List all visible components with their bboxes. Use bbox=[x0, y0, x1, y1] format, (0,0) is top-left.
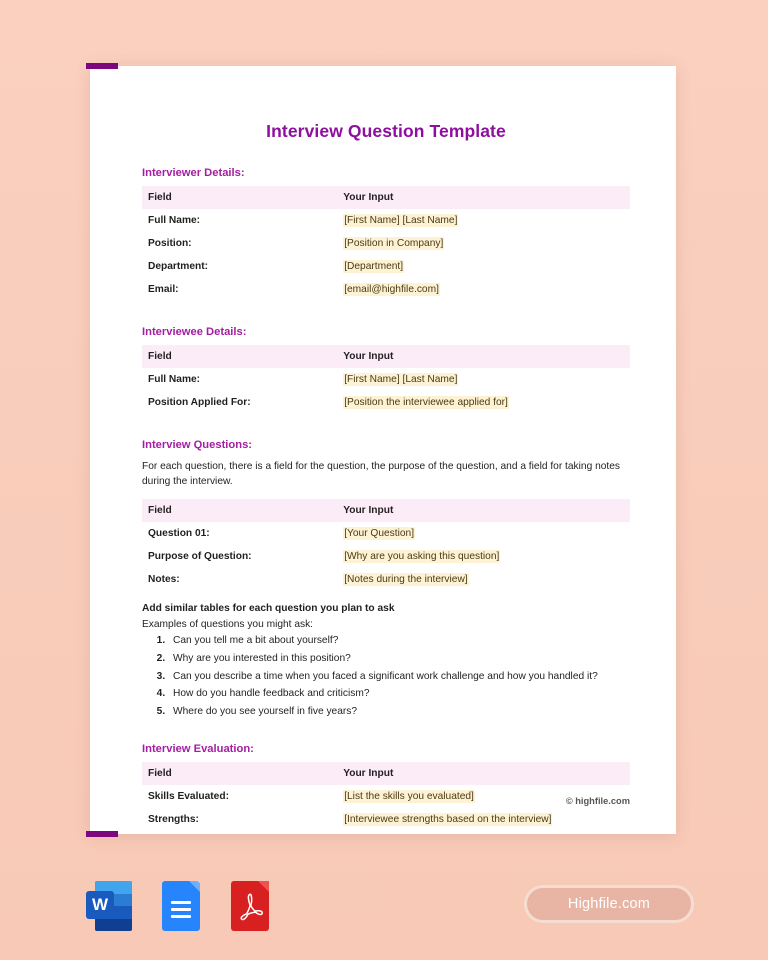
row-value[interactable] bbox=[337, 278, 630, 301]
row-label: Purpose of Question: bbox=[148, 550, 252, 562]
interview-evaluation-table bbox=[142, 762, 630, 831]
column-header-your-input: Your Input bbox=[337, 186, 630, 209]
column-header-your-input: Your Input bbox=[337, 762, 630, 785]
table-row bbox=[142, 391, 630, 414]
section-heading-interviewee: Interviewee Details: bbox=[142, 326, 247, 338]
add-tables-note: Add similar tables for each question you plan to ask bbox=[142, 602, 395, 614]
placeholder-text[interactable]: [Interviewee strengths based on the interview] bbox=[344, 814, 552, 826]
placeholder-text[interactable]: [Your Question] bbox=[344, 527, 415, 539]
section-heading-questions: Interview Questions: bbox=[142, 439, 253, 451]
placeholder-text[interactable]: [First Name] [Last Name] bbox=[344, 215, 458, 226]
google-docs-file-icon[interactable] bbox=[154, 878, 206, 934]
table-row bbox=[142, 209, 630, 232]
list-item: 3. Can you describe a time when you faced a significant work challenge and how you handled it? bbox=[168, 670, 630, 683]
placeholder-text[interactable]: [Why are you asking this question] bbox=[344, 550, 500, 562]
row-value[interactable] bbox=[337, 808, 630, 831]
placeholder-text[interactable]: [Position in Company] bbox=[344, 238, 444, 249]
interview-questions-table bbox=[142, 499, 630, 591]
example-questions-list bbox=[142, 634, 630, 718]
table-row bbox=[142, 368, 630, 391]
placeholder-text[interactable]: [Department] bbox=[344, 261, 404, 272]
column-header-field: Field bbox=[142, 186, 337, 209]
row-label: Position: bbox=[148, 238, 192, 249]
table-row bbox=[142, 785, 630, 808]
examples-label: Examples of questions you might ask: bbox=[142, 618, 314, 630]
table-header-row bbox=[142, 345, 630, 368]
pdf-file-icon[interactable] bbox=[223, 878, 275, 934]
questions-intro-text: For each question, there is a field for the question, the purpose of the question, and a field for taking notes during the interview. bbox=[142, 461, 620, 488]
row-label: Full Name: bbox=[148, 374, 201, 385]
list-item: 4. How do you handle feedback and criticism? bbox=[168, 687, 630, 700]
row-label: Skills Evaluated: bbox=[148, 791, 229, 803]
table-row bbox=[142, 568, 630, 591]
row-label: Full Name: bbox=[148, 215, 201, 226]
column-header-your-input: Your Input bbox=[337, 499, 630, 522]
list-item: 5. Where do you see yourself in five years? bbox=[168, 705, 630, 718]
row-value[interactable] bbox=[337, 391, 630, 414]
row-label: Email: bbox=[148, 284, 179, 295]
placeholder-text[interactable]: [List the skills you evaluated] bbox=[344, 791, 474, 803]
row-value[interactable] bbox=[337, 232, 630, 255]
column-header-field: Field bbox=[142, 499, 337, 522]
page-title: Interview Question Template bbox=[266, 121, 506, 141]
document-page bbox=[90, 66, 676, 834]
footer-credit: © highfile.com bbox=[565, 796, 630, 806]
table-row bbox=[142, 278, 630, 301]
row-label: Department: bbox=[148, 261, 209, 272]
file-format-icons bbox=[85, 878, 275, 934]
row-label: Strengths: bbox=[148, 814, 199, 826]
row-label: Question 01: bbox=[148, 527, 210, 539]
row-value[interactable] bbox=[337, 568, 630, 591]
table-row bbox=[142, 545, 630, 568]
table-row bbox=[142, 808, 630, 831]
list-item: 1. Can you tell me a bit about yourself? bbox=[168, 634, 630, 647]
interviewee-details-table bbox=[142, 345, 630, 414]
table-header-row bbox=[142, 186, 630, 209]
page-content bbox=[142, 66, 630, 834]
row-label: Position Applied For: bbox=[148, 397, 251, 408]
row-value[interactable] bbox=[337, 522, 630, 545]
section-heading-interviewer: Interviewer Details: bbox=[142, 167, 245, 179]
column-header-field: Field bbox=[142, 762, 337, 785]
placeholder-text[interactable]: [First Name] [Last Name] bbox=[344, 374, 458, 385]
bottom-bar bbox=[0, 866, 768, 960]
placeholder-text[interactable]: [email@highfile.com] bbox=[344, 284, 439, 295]
accent-bar-top-left bbox=[86, 63, 118, 69]
table-header-row bbox=[142, 499, 630, 522]
placeholder-text[interactable]: [Notes during the interview] bbox=[344, 573, 468, 585]
highfile-brand-pill[interactable]: Highfile.com bbox=[524, 885, 694, 923]
table-row bbox=[142, 255, 630, 278]
placeholder-text[interactable]: [Position the interviewee applied for] bbox=[344, 397, 508, 408]
word-file-icon[interactable] bbox=[85, 878, 137, 934]
section-heading-evaluation: Interview Evaluation: bbox=[142, 743, 254, 756]
column-header-field: Field bbox=[142, 345, 337, 368]
row-value[interactable] bbox=[337, 255, 630, 278]
list-item: 2. Why are you interested in this position? bbox=[168, 652, 630, 665]
row-label: Notes: bbox=[148, 573, 180, 585]
interviewer-details-table bbox=[142, 186, 630, 301]
column-header-your-input: Your Input bbox=[337, 345, 630, 368]
table-row bbox=[142, 232, 630, 255]
pdf-acrobat-glyph bbox=[236, 892, 264, 922]
row-value[interactable] bbox=[337, 209, 630, 232]
row-value[interactable] bbox=[337, 545, 630, 568]
table-header-row bbox=[142, 762, 630, 785]
word-letter: W bbox=[86, 891, 114, 919]
row-value[interactable] bbox=[337, 368, 630, 391]
table-row bbox=[142, 522, 630, 545]
accent-bar-bottom-left bbox=[86, 831, 118, 837]
